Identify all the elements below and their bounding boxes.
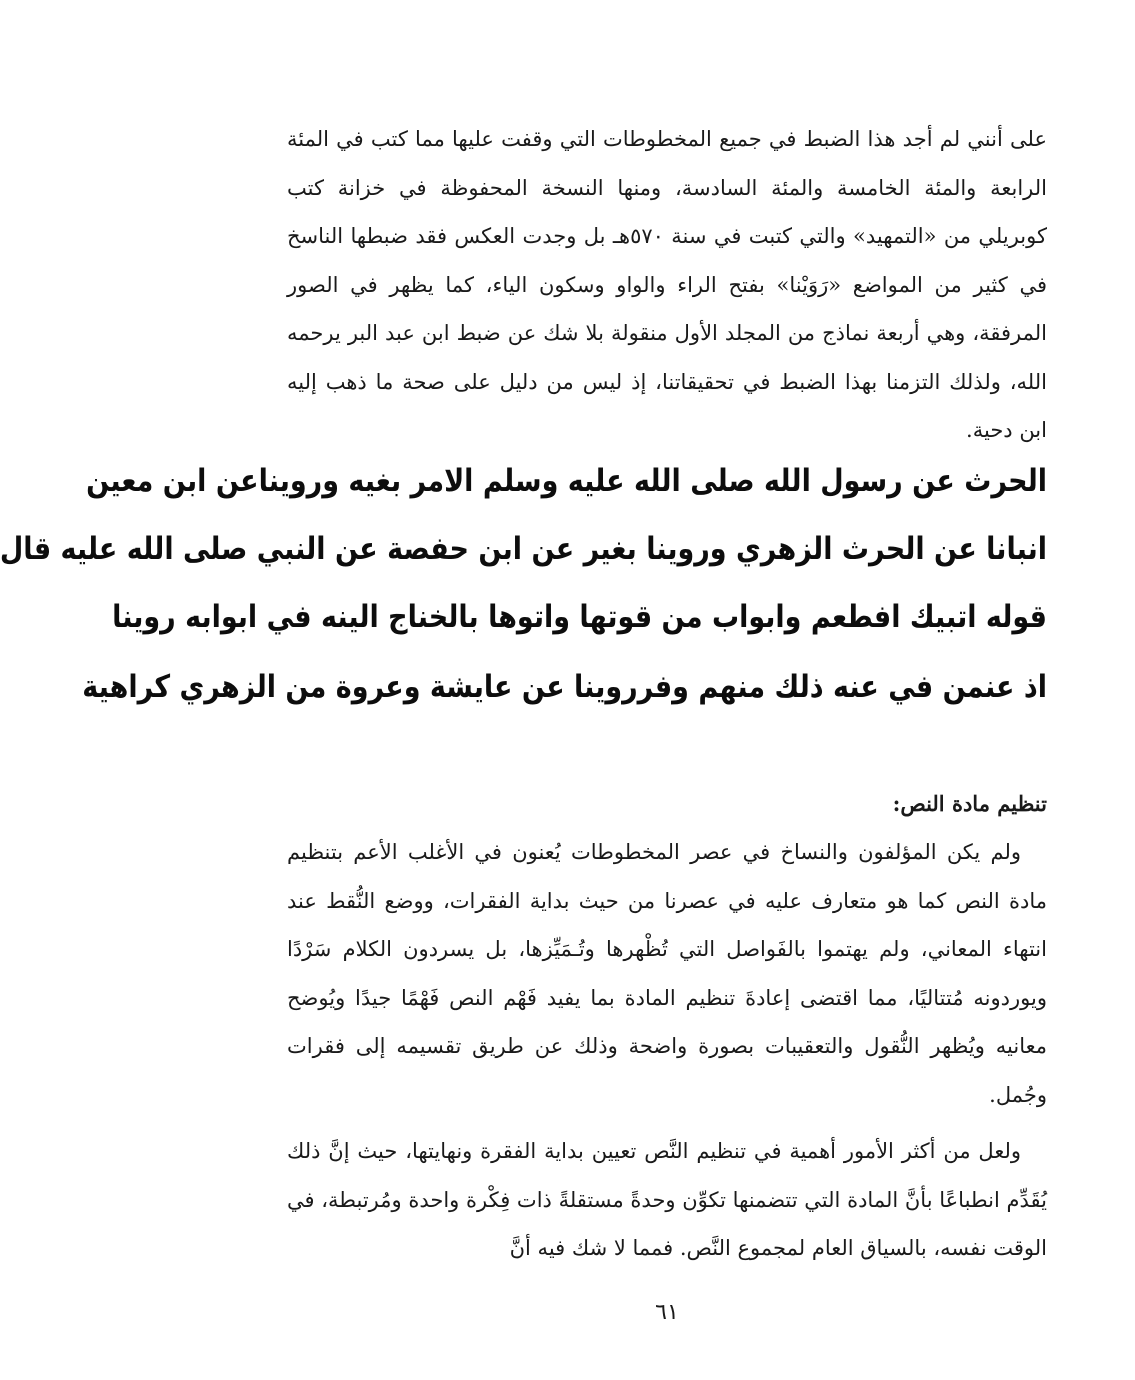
section-paragraph: ولعل من أكثر الأمور أهمية في تنظيم النَّص تعيين بداية الفقرة ونهايتها، حيث إنَّ ذلك يُقَدِّم انطباعًا بأنَّ المادة التي تتضمنها تكوِّن وحدةً مستقلةً ذات فِكْرة واحدة ومُرتبطة، في الوقت نفسه، بالسياق العام لمجموع النَّص. فمما لا شك فيه أنَّ: [287, 1139, 1047, 1260]
section-paragraph: ولم يكن المؤلفون والنساخ في عصر المخطوطات يُعنون في الأغلب الأعم بتنظيم مادة النص كما هو متعارف عليه في عصرنا من حيث بداية الفقرات، ووضع النُّقط عند انتهاء المعاني، ولم يهتموا بالفَواصل التي تُظْهرها وتُـمَيِّزها، بل يسردون الكلام سَرْدًا ويوردونه مُتتاليًا، مما اقتضى إعادةَ تنظيم المادة بما يفيد فَهْم النص فَهْمًا جيدًا ويُوضح معانيه ويُظهر النُّقول والتعقيبات بصورة واضحة وذلك عن طريق تقسيمه إلى فقرات وجُمل.: [287, 840, 1047, 1107]
page-number: ٦١: [655, 1300, 679, 1325]
manuscript-excerpt-image: [0, 446, 1047, 726]
manuscript-line: انبانا عن الحرث الزهري وروينا بغير عن ابن حفصة عن النبي صلى الله عليه قال: [0, 531, 1047, 568]
section-heading: تنظيم مادة النص:: [892, 791, 1047, 816]
section-body: [287, 828, 1047, 1273]
manuscript-line: قوله اتبيك افطعم وابواب من قوتها واتوها بالخناج الينه في ابوابه روينا: [112, 599, 1047, 636]
intro-paragraph: على أنني لم أجد هذا الضبط في جميع المخطوطات التي وقفت عليها مما كتب في المئة الرابعة والمئة الخامسة والمئة السادسة، ومنها النسخة المحفوظة في خزانة كتب كوبريلي من «التمهيد» والتي كتبت في سنة ٥٧٠هـ بل وجدت العكس فقد ضبطها الناسخ في كثير من المواضع «رَوَيْنا» بفتح الراء والواو وسكون الياء، كما يظهر في الصور المرفقة، وهي أربعة نماذج من المجلد الأول منقولة بلا شك عن ضبط ابن عبد البر يرحمه الله، ولذلك التزمنا بهذا الضبط في تحقيقاتنا، إذ ليس من دليل على صحة ما ذهب إليه ابن دحية.: [287, 127, 1047, 442]
manuscript-line: اذ عنمن في عنه ذلك منهم وفرروينا عن عايشة وعروة من الزهري كراهية: [82, 669, 1047, 706]
manuscript-line: الحرث عن رسول الله صلى الله عليه وسلم الامر بغيه ورويناعن ابن معين: [86, 463, 1047, 500]
intro-paragraph-block: [287, 115, 1047, 455]
